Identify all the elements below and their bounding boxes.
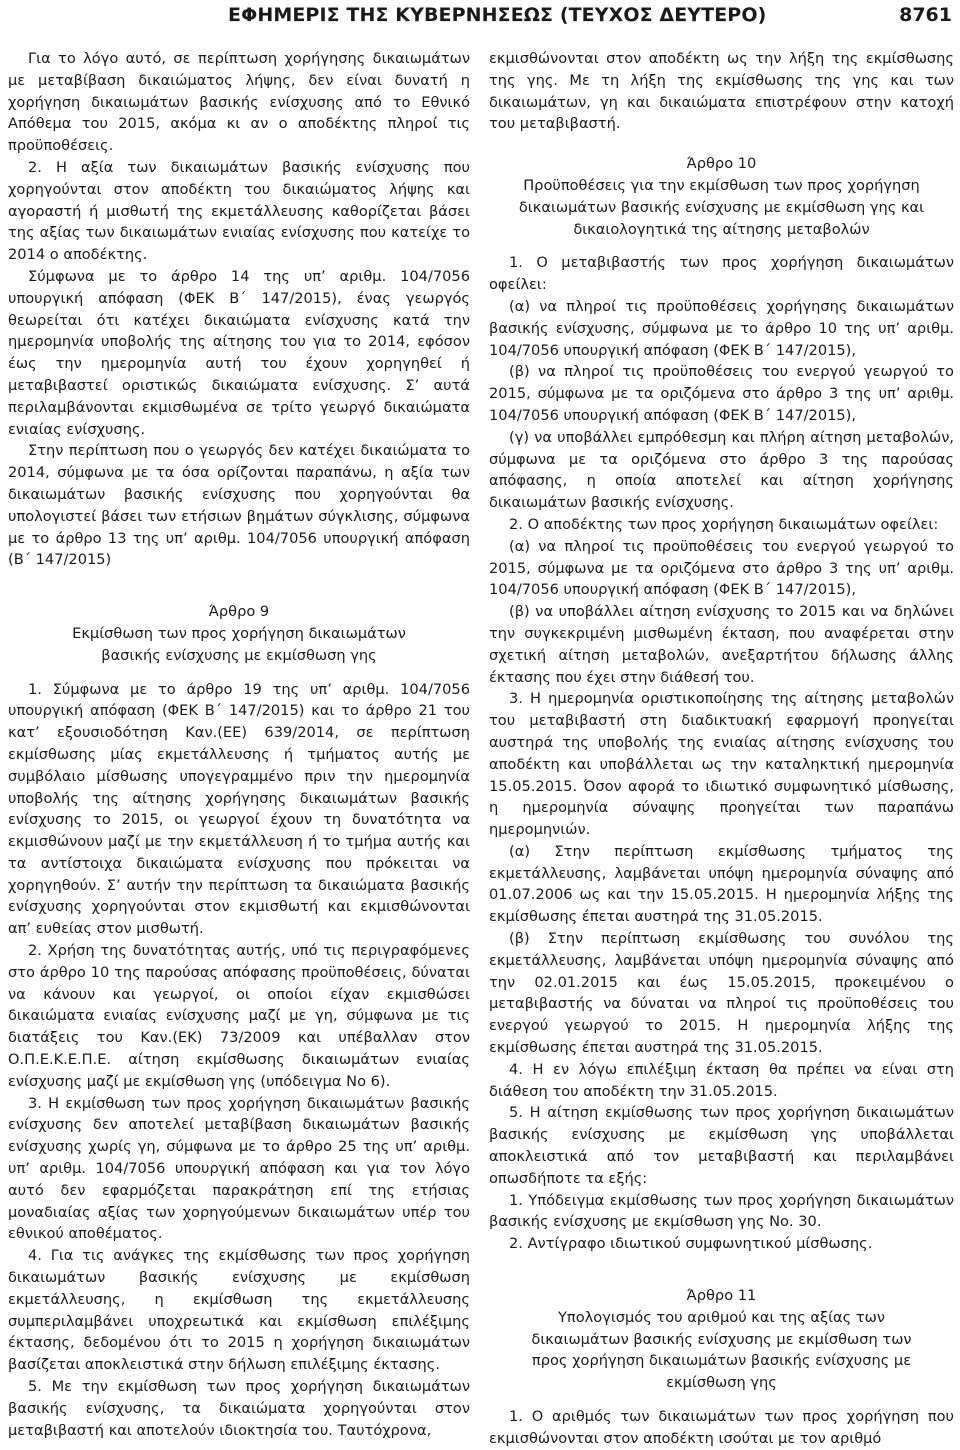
journal-title: ΕΦΗΜΕΡΙΣ ΤΗΣ ΚΥΒΕΡΝΗΣΕΩΣ (ΤΕΥΧΟΣ ΔΕΥΤΕΡΟ) — [228, 4, 767, 26]
paragraph: 2. Η αξία των δικαιωμάτων βασικής ενίσχυσης που χορηγούνται στον αποδέκτη του δικαιώματος λήψης και αγοραστή ή μισθωτή της εκμετάλλευσης καθορίζεται βάσει της αξίας των δικαιωμάτων ενιαίας ενίσχυσης που κατείχε το 2014 ο αποδέκτης. — [8, 158, 470, 264]
paragraph: 5. Με την εκμίσθωση των προς χορήγηση δικαιωμάτων βασικής ενίσχυσης, τα δικαιώματα χορηγούνται στον μεταβιβαστή και αποτελούν ιδιοκτησία του. Ταυτόχρονα, — [8, 1378, 470, 1439]
paragraph: 2. Ο αποδέκτης των προς χορήγηση δικαιωμάτων οφείλει: — [509, 515, 939, 533]
left-column — [8, 48, 470, 1441]
paragraph: 1. Ο μεταβιβαστής των προς χορήγηση δικαιωμάτων οφείλει: — [489, 254, 954, 294]
paragraph: (α) Στην περίπτωση εκμίσθωσης τμήματος της εκμετάλλευσης, λαμβάνεται υπόψη ημερομηνία σύναψης από 01.07.2006 ως και την 15.05.2015. Η ημερομηνία λήξης της εκμίσθωσης έπεται αυστηρά της 31.05.2015. — [489, 842, 954, 926]
article-11-title: Άρθρο 11 — [686, 1287, 757, 1305]
article-9-subtitle: Εκμίσθωση των προς χορήγηση δικαιωμάτων βασικής ενίσχυσης με εκμίσθωση γης — [72, 624, 406, 664]
paragraph: (β) Στην περίπτωση εκμίσθωσης του συνόλου της εκμετάλλευσης, λαμβάνεται υπόψη ημερομηνία σύναψης από την 02.01.2015 και έως 15.05.2015, προκειμένου ο μεταβιβαστής να δύναται να πληροί τις προϋποθέσεις του ενεργού γεωργού το 2015. Η ημερομηνία λήξης της εκμίσθωσης έπεται αυστηρά της 31.05.2015. — [489, 930, 954, 1057]
paragraph: (α) να πληροί τις προϋποθέσεις του ενεργού γεωργού το 2015, σύμφωνα με τα οριζόμενα στο άρθρο 3 της υπ’ αριθμ. 104/7056 υπουργική απόφαση (ΦΕΚ Β΄ 147/2015), — [489, 537, 954, 599]
right-column — [489, 48, 954, 1450]
paragraph: 4. Για τις ανάγκες της εκμίσθωσης των προς χορήγηση δικαιωμάτων βασικής ενίσχυσης με εκμίσθωση εκμετάλλευσης, η εκμίσθωση της εκμετάλλευσης συμπεριλαμβάνει υποχρεωτικά και εκμίσθωση επιλέξιμης έκτασης, δεδομένου ότι το 2015 η χορήγηση δικαιωμάτων βασίζεται αποκλειστικά στην δήλωση επιλέξιμης έκτασης. — [8, 1247, 470, 1374]
paragraph: εκμισθώνονται στον αποδέκτη ως την λήξη της εκμίσθωσης της γης. Με τη λήξη της εκμίσθωσης της γης και των δικαιωμάτων, γη και δικαιώματα επιστρέφουν στην κατοχή του μεταβιβαστή. — [489, 50, 954, 133]
paragraph: 3. Η εκμίσθωση των προς χορήγηση δικαιωμάτων βασικής ενίσχυσης δεν αποτελεί μεταβίβαση δικαιωμάτων βασικής ενίσχυσης χωρίς γη, σύμφωνα με το άρθρο 25 της υπ’ αριθμ. υπ’ αριθμ. 104/7056 υπουργική απόφαση και για τον λόγο αυτό δεν εφαρμόζεται παρακράτηση επί της ετήσιας μοναδιαίας αξίας των χορηγούμενων δικαιωμάτων υπέρ του εθνικού αποθέματος. — [8, 1094, 470, 1243]
paragraph: 1. Υπόδειγμα εκμίσθωσης των προς χορήγηση δικαιωμάτων βασικής ενίσχυσης με εκμίσθωση γης Νο. 30. — [489, 1191, 954, 1231]
paragraph: (β) να πληροί τις προϋποθέσεις του ενεργού γεωργού το 2015, σύμφωνα με τα οριζόμενα στο άρθρο 3 της υπ’ αριθμ. 104/7056 υπουργική απόφαση (ΦΕΚ Β΄ 147/2015), — [489, 363, 954, 424]
paragraph: 4. Η εν λόγω επιλέξιμη έκταση θα πρέπει να είναι στη διάθεση του αποδέκτη την 31.05.2015. — [489, 1060, 954, 1100]
paragraph: 2. Αντίγραφο ιδιωτικού συμφωνητικού μίσθωσης. — [509, 1235, 873, 1253]
article-11-subtitle: Υπολογισμός του αριθμού και της αξίας των δικαιωμάτων βασικής ενίσχυσης με εκμίσθωση των προς χορήγηση δικαιωμάτων βασικής ενίσχυσης με εκμίσθωση γης — [531, 1308, 912, 1392]
paragraph: Στην περίπτωση που ο γεωργός δεν κατέχει δικαιώματα το 2014, σύμφωνα με τα όσα ορίζονται παραπάνω, η αξία των δικαιωμάτων βασικής ενίσχυσης που χορηγούνται θα υπολογιστεί βάσει των ετήσιων βημάτων σύγκλισης, σύμφωνα με το άρθρο 13 της υπ’ αριθμ. 104/7056 υπουργική απόφαση (Β΄ 147/2015) — [8, 442, 470, 569]
page-header — [0, 0, 960, 40]
page-number: 8761 — [899, 4, 952, 26]
paragraph: Για το λόγο αυτό, σε περίπτωση χορήγησης δικαιωμάτων με μεταβίβαση δικαιώματος λήψης, δεν είναι δυνατή η χορήγηση δικαιωμάτων βασικής ενίσχυσης από το Εθνικό Απόθεμα του 2015, ακόμα κι αν ο αποδέκτης πληροί τις προϋποθέσεις. — [8, 50, 470, 155]
article-9-title: Άρθρο 9 — [208, 603, 270, 621]
paragraph: 1. Ο αριθμός των δικαιωμάτων των προς χορήγηση που εκμισθώνονται στον αποδέκτη ισούται με τον αριθμό — [489, 1408, 954, 1447]
paragraph: (β) να υποβάλλει αίτηση ενίσχυσης το 2015 και να δηλώνει την συγκεκριμένη μισθωμένη έκταση, που αναφέρεται στην σχετική αίτηση μεταβολών, ανεξαρτήτου δήλωσης άλλης έκτασης που έχει στην διάθεσή του. — [489, 603, 954, 686]
paragraph: (α) να πληροί τις προϋποθέσεις χορήγησης δικαιωμάτων βασικής ενίσχυσης, σύμφωνα με το άρθρο 10 της υπ’ αριθμ. 104/7056 υπουργική απόφαση (ΦΕΚ Β΄ 147/2015), — [489, 297, 954, 359]
paragraph: Σύμφωνα με το άρθρο 14 της υπ’ αριθμ. 104/7056 υπουργική απόφαση (ΦΕΚ Β΄ 147/2015), ένας γεωργός θεωρείται ότι κατέχει δικαιώματα ενίσχυσης κατά την ημερομηνία υποβολής της αίτησης του για το 2014, εφόσον έως την ημερομηνία αυτή του έχουν χορηγηθεί ή μεταβιβαστεί οριστικώς δικαιώματα ενίσχυσης. Σ’ αυτά περιλαμβάνονται εκμισθωμένα σε τρίτο γεωργό δικαιώματα ενιαίας ενίσχυσης. — [8, 267, 470, 438]
paragraph: 5. Η αίτηση εκμίσθωσης των προς χορήγηση δικαιωμάτων βασικής ενίσχυσης με εκμίσθωση γης υποβάλλεται αποκλειστικά από τον μεταβιβαστή και περιλαμβάνει οπωσδήποτε τα εξής: — [489, 1104, 954, 1187]
paragraph: 1. Σύμφωνα με το άρθρο 19 της υπ’ αριθμ. 104/7056 υπουργική απόφαση (ΦΕΚ Β΄ 147/2015) και το άρθρο 21 του κατ’ εξουσιοδότηση Καν.(ΕΕ) 639/2014, σε περίπτωση εκμίσθωσης μίας εκμετάλλευσης ή τμήματος αυτής με συμβόλαιο μίσθωσης υπογεγραμμένο πριν την ημερομηνία υποβολής της αίτησης χορήγησης δικαιωμάτων βασικής ενίσχυσης το 2015, οι γεωργοί έχουν τη δυνατότητα να εκμισθώνουν μαζί με την εκμετάλλευση ή το τμήμα αυτής και τα αντίστοιχα δικαιώματα ενίσχυσης που πρόκειται να χορηγηθούν. Σ’ αυτήν την περίπτωση τα δικαιώματα βασικής ενίσχυσης χορηγούνται στον εκμισθωτή και εκμισθώνονται απ’ ευθείας στον μισθωτή. — [8, 680, 470, 938]
paragraph: 3. Η ημερομηνία οριστικοποίησης της αίτησης μεταβολών του μεταβιβαστή στη διαδικτυακή εφαρμογή προηγείται αυστηρά της υποβολής της ενιαίας αίτησης ενίσχυσης του αποδέκτη και υποβάλλεται ως την καταληκτική ημερομηνία 15.05.2015. Όσον αφορά το ιδιωτικό συμφωνητικό μίσθωσης, η ημερομηνία σύναψης προηγείται των παραπάνω ημερομηνιών. — [489, 690, 954, 839]
article-10-subtitle: Προϋποθέσεις για την εκμίσθωση των προς χορήγηση δικαιωμάτων βασικής ενίσχυσης με εκμίσθωση γης και δικαιολογητικά της αίτησης μεταβολών — [518, 176, 925, 238]
article-10-title: Άρθρο 10 — [686, 155, 757, 173]
paragraph: 2. Χρήση της δυνατότητας αυτής, υπό τις περιγραφόμενες στο άρθρο 10 της παρούσας απόφασης προϋποθέσεις, δύναται να κάνουν και γεωργοί, οι οποίοι είχαν εκμισθώσει δικαιώματα ενιαίας ενίσχυσης μαζί με γη, σύμφωνα με τις διατάξεις του Καν.(ΕΚ) 73/2009 και υπέβαλλαν στον Ο.Π.Ε.Κ.Ε.Π.Ε. αίτηση εκμίσθωσης δικαιωμάτων ενιαίας ενίσχυσης μαζί με εκμίσθωση γης (υπόδειγμα Νο 6). — [8, 942, 470, 1090]
paragraph: (γ) να υποβάλλει εμπρόθεσμη και πλήρη αίτηση μεταβολών, σύμφωνα με τα οριζόμενα στο άρθρο 3 της παρούσας απόφασης, η οποία αποτελεί και αίτηση χορήγησης δικαιωμάτων βασικής ενίσχυσης. — [489, 428, 954, 512]
